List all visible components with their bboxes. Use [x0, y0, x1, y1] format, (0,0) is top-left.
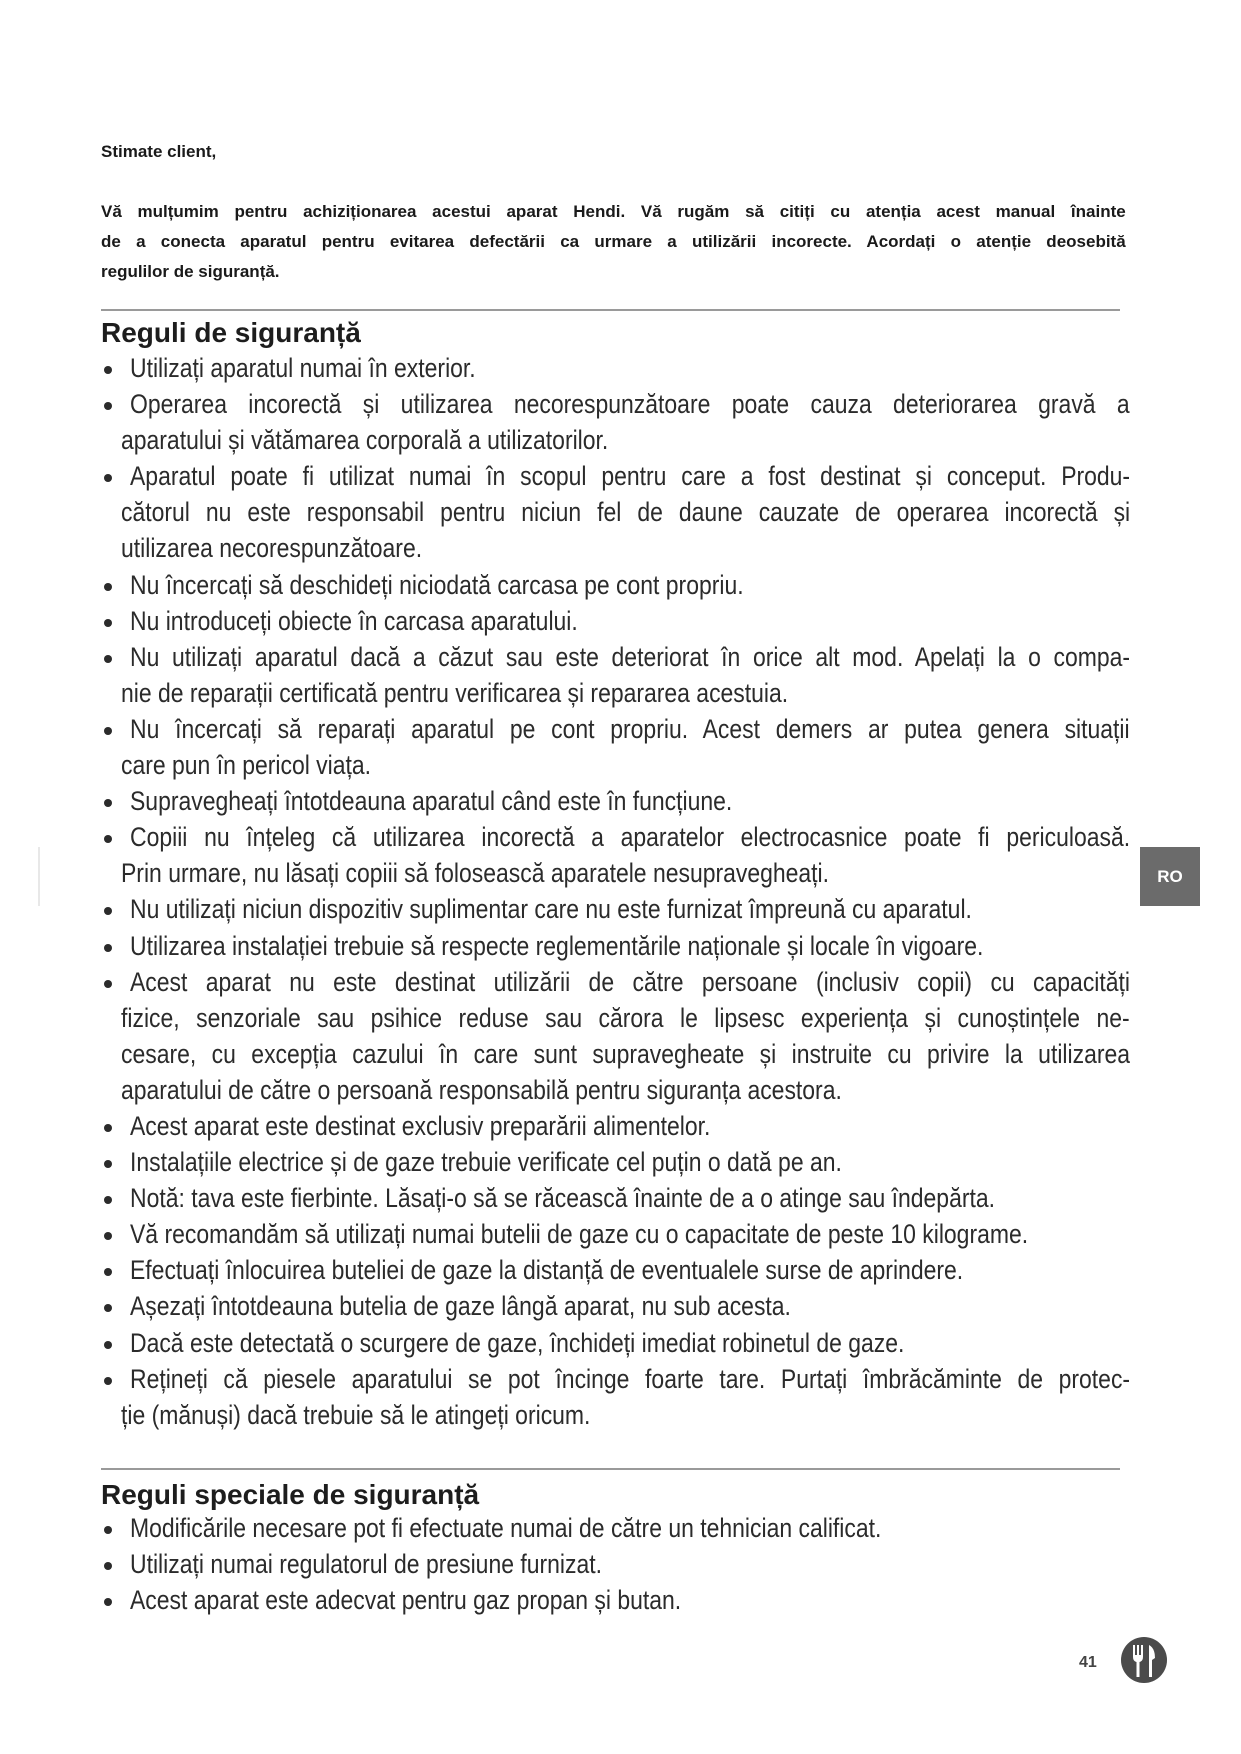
rule-text-line	[121, 422, 1130, 458]
rule-text-line	[130, 350, 1130, 386]
rule-text: Nu utilizați aparatul dacă a căzut sau este deteriorat în orice alt mod. Apelați la o compa-	[130, 641, 1130, 672]
rule-text: Vă recomandăm să utilizați numai butelii de gaze cu o capacitate de peste 10 kilograme.	[130, 1219, 1029, 1250]
rule-text-line	[130, 1546, 1130, 1582]
section-divider	[101, 1468, 1120, 1470]
bullet-icon	[104, 1598, 112, 1606]
rule-text: aparatului și vătămarea corporală a utilizatorilor.	[121, 425, 609, 456]
bullet-icon	[104, 1562, 112, 1570]
rule-text-line	[130, 819, 1130, 855]
rule-text: cesare, cu excepția cazului în care sunt supravegheate și instruite cu privire la utilizarea	[121, 1038, 1130, 1069]
bullet-icon	[104, 1268, 112, 1276]
rule-text-line	[130, 1216, 1130, 1252]
safety-rule-item	[0, 350, 1241, 386]
rule-text: Acest aparat este adecvat pentru gaz propan și butan.	[130, 1585, 682, 1616]
bullet-icon	[104, 980, 112, 988]
rule-text: Utilizați numai regulatorul de presiune furnizat.	[130, 1549, 602, 1580]
rule-text: Nu introduceți obiecte în carcasa aparatului.	[130, 605, 578, 636]
margin-mark	[38, 847, 40, 906]
greeting: Stimate client,	[101, 142, 217, 161]
rule-text: Acest aparat este destinat exclusiv preparării alimentelor.	[130, 1110, 711, 1141]
bullet-icon	[104, 727, 112, 735]
rule-text-line	[130, 1288, 1130, 1324]
rule-text-line	[130, 1582, 1130, 1618]
rule-text-line	[121, 494, 1130, 530]
language-tab	[1140, 847, 1200, 906]
bullet-icon	[104, 907, 112, 915]
rule-text-line	[130, 928, 1130, 964]
rule-text-line	[121, 855, 1130, 891]
bullet-icon	[104, 1526, 112, 1534]
rule-text-line	[121, 1036, 1130, 1072]
bullet-icon	[104, 835, 112, 843]
rule-text: nie de reparații certificată pentru verificarea și repararea acestuia.	[121, 677, 789, 708]
rule-text: Utilizați aparatul numai în exterior.	[130, 353, 476, 383]
rule-text-line	[130, 1361, 1130, 1397]
safety-rule-item	[0, 1288, 1241, 1324]
bullet-icon	[104, 474, 112, 482]
rule-text-line	[130, 1108, 1130, 1144]
bullet-icon	[104, 1377, 112, 1385]
special-rule-item	[0, 1582, 1241, 1618]
safety-rule-item	[0, 1144, 1241, 1180]
rule-text-line	[121, 747, 1130, 783]
rule-text-line	[130, 711, 1130, 747]
rule-text: care pun în pericol viața.	[121, 750, 372, 781]
rule-text-line	[130, 567, 1130, 603]
intro-line	[101, 227, 1126, 257]
rule-text-line	[130, 1180, 1130, 1216]
bullet-icon	[104, 1341, 112, 1349]
bullet-icon	[104, 1124, 112, 1132]
rule-text: Operarea incorectă și utilizarea necorespunzătoare poate cauza deteriorarea gravă a	[130, 389, 1130, 420]
safety-rule-item	[0, 386, 1241, 458]
safety-rule-item	[0, 1361, 1241, 1433]
bullet-icon	[104, 402, 112, 410]
rule-text: fizice, senzoriale sau psihice reduse sau cărora le lipsesc experiența și cunoștințele ne-	[121, 1002, 1130, 1033]
bullet-icon	[104, 799, 112, 807]
safety-rule-item	[0, 783, 1241, 819]
fork-knife-icon	[1120, 1636, 1168, 1684]
rule-text: cătorul nu este responsabil pentru niciun fel de daune cauzate de operarea incorectă și	[121, 497, 1130, 528]
language-tab-label: RO	[1157, 866, 1183, 886]
special-rule-item	[0, 1510, 1241, 1546]
rule-text-line	[130, 1144, 1130, 1180]
rule-text: Efectuați înlocuirea buteliei de gaze la distanță de eventualele surse de aprindere.	[130, 1255, 964, 1286]
rule-text-line	[130, 1325, 1130, 1361]
safety-rules-list	[0, 350, 1241, 1433]
special-rules-list	[0, 1510, 1241, 1618]
section-title-special: Reguli speciale de siguranță	[101, 1479, 480, 1510]
safety-rule-item	[0, 603, 1241, 639]
bullet-icon	[104, 1196, 112, 1204]
safety-rule-item	[0, 1325, 1241, 1361]
rule-text-line	[121, 1397, 1130, 1433]
rule-text: ție (mănuși) dacă trebuie să le atingeți oricum.	[121, 1399, 591, 1430]
special-rule-item	[0, 1546, 1241, 1582]
intro-text: regulilor de siguranță.	[101, 262, 280, 281]
bullet-icon	[104, 583, 112, 591]
rule-text: Copiii nu înțeleg că utilizarea incorectă a aparatelor electrocasnice poate fi periculoasă.	[130, 822, 1130, 853]
fork-knife-icon-graphic	[1120, 1636, 1168, 1684]
rule-text: Aparatul poate fi utilizat numai în scopul pentru care a fost destinat și conceput. Produ-	[130, 461, 1130, 492]
intro-line	[101, 257, 1126, 287]
safety-rule-item	[0, 458, 1241, 566]
rule-text: Nu încercați să reparați aparatul pe cont propriu. Acest demers ar putea genera situații	[130, 713, 1130, 744]
rule-text-line	[130, 964, 1130, 1000]
rule-text: Nu încercați să deschideți niciodată carcasa pe cont propriu.	[130, 569, 744, 600]
rule-text-line	[130, 1510, 1130, 1546]
rule-text: Utilizarea instalației trebuie să respecte reglementările naționale și locale în vigoare.	[130, 930, 984, 961]
rule-text: Dacă este detectată o scurgere de gaze, închideți imediat robinetul de gaze.	[130, 1327, 905, 1358]
safety-rule-item	[0, 639, 1241, 711]
rule-text-line	[121, 1072, 1130, 1108]
rule-text-line	[121, 1000, 1130, 1036]
rule-text: Instalațiile electrice și de gaze trebuie verificate cel puțin o dată pe an.	[130, 1147, 842, 1178]
safety-rule-item	[0, 711, 1241, 783]
rule-text-line	[130, 783, 1130, 819]
bullet-icon	[104, 619, 112, 627]
bullet-icon	[104, 944, 112, 952]
rule-text: aparatului de către o persoană responsabilă pentru siguranța acestora.	[121, 1074, 842, 1105]
intro-text: de a conecta aparatul pentru evitarea defectării ca urmare a utilizării incorecte. Acordați o atenție deosebită	[101, 232, 1126, 251]
bullet-icon	[104, 1160, 112, 1168]
rule-text: Modificările necesare pot fi efectuate numai de către un tehnician calificat.	[130, 1513, 882, 1543]
bullet-icon	[104, 655, 112, 663]
rule-text-line	[130, 891, 1130, 927]
rule-text-line	[130, 386, 1130, 422]
page-number: 41	[1079, 1654, 1097, 1671]
safety-rule-item	[0, 891, 1241, 927]
rule-text: Nu utilizați niciun dispozitiv suplimentar care nu este furnizat împreună cu aparatul.	[130, 894, 972, 925]
rule-text: Acest aparat nu este destinat utilizării de către persoane (inclusiv copii) cu capacități	[130, 966, 1130, 997]
safety-rule-item	[0, 1180, 1241, 1216]
rule-text: Notă: tava este fierbinte. Lăsați-o să se răcească înainte de a o atinge sau îndepărta.	[130, 1183, 996, 1214]
intro-line	[101, 197, 1126, 227]
safety-rule-item	[0, 1252, 1241, 1288]
bullet-icon	[104, 366, 112, 374]
rule-text-line	[121, 675, 1130, 711]
rule-text: Supravegheați întotdeauna aparatul când este în funcțiune.	[130, 786, 733, 817]
rule-text: utilizarea necorespunzătoare.	[121, 533, 423, 564]
safety-rule-item	[0, 1216, 1241, 1252]
rule-text-line	[130, 458, 1130, 494]
bullet-icon	[104, 1304, 112, 1312]
intro-text: Vă mulțumim pentru achiziționarea acestui aparat Hendi. Vă rugăm să citiți cu atenția acest manual înainte	[101, 202, 1126, 221]
rule-text-line	[130, 639, 1130, 675]
safety-rule-item	[0, 1108, 1241, 1144]
bullet-icon	[104, 1232, 112, 1240]
intro-paragraph	[101, 197, 1126, 287]
rule-text-line	[130, 1252, 1130, 1288]
safety-rule-item	[0, 964, 1241, 1108]
rule-text: Rețineți că piesele aparatului se pot încinge foarte tare. Purtați îmbrăcăminte de protec-	[130, 1363, 1130, 1394]
rule-text: Prin urmare, nu lăsați copiii să folosească aparatele nesupravegheați.	[121, 858, 830, 889]
rule-text-line	[121, 530, 1130, 566]
safety-rule-item	[0, 567, 1241, 603]
rule-text-line	[130, 603, 1130, 639]
safety-rule-item	[0, 928, 1241, 964]
section-title-safety: Reguli de siguranță	[101, 317, 361, 348]
rule-text: Așezați întotdeauna butelia de gaze lângă aparat, nu sub acesta.	[130, 1291, 791, 1322]
safety-rule-item	[0, 819, 1241, 891]
section-divider	[101, 309, 1120, 311]
